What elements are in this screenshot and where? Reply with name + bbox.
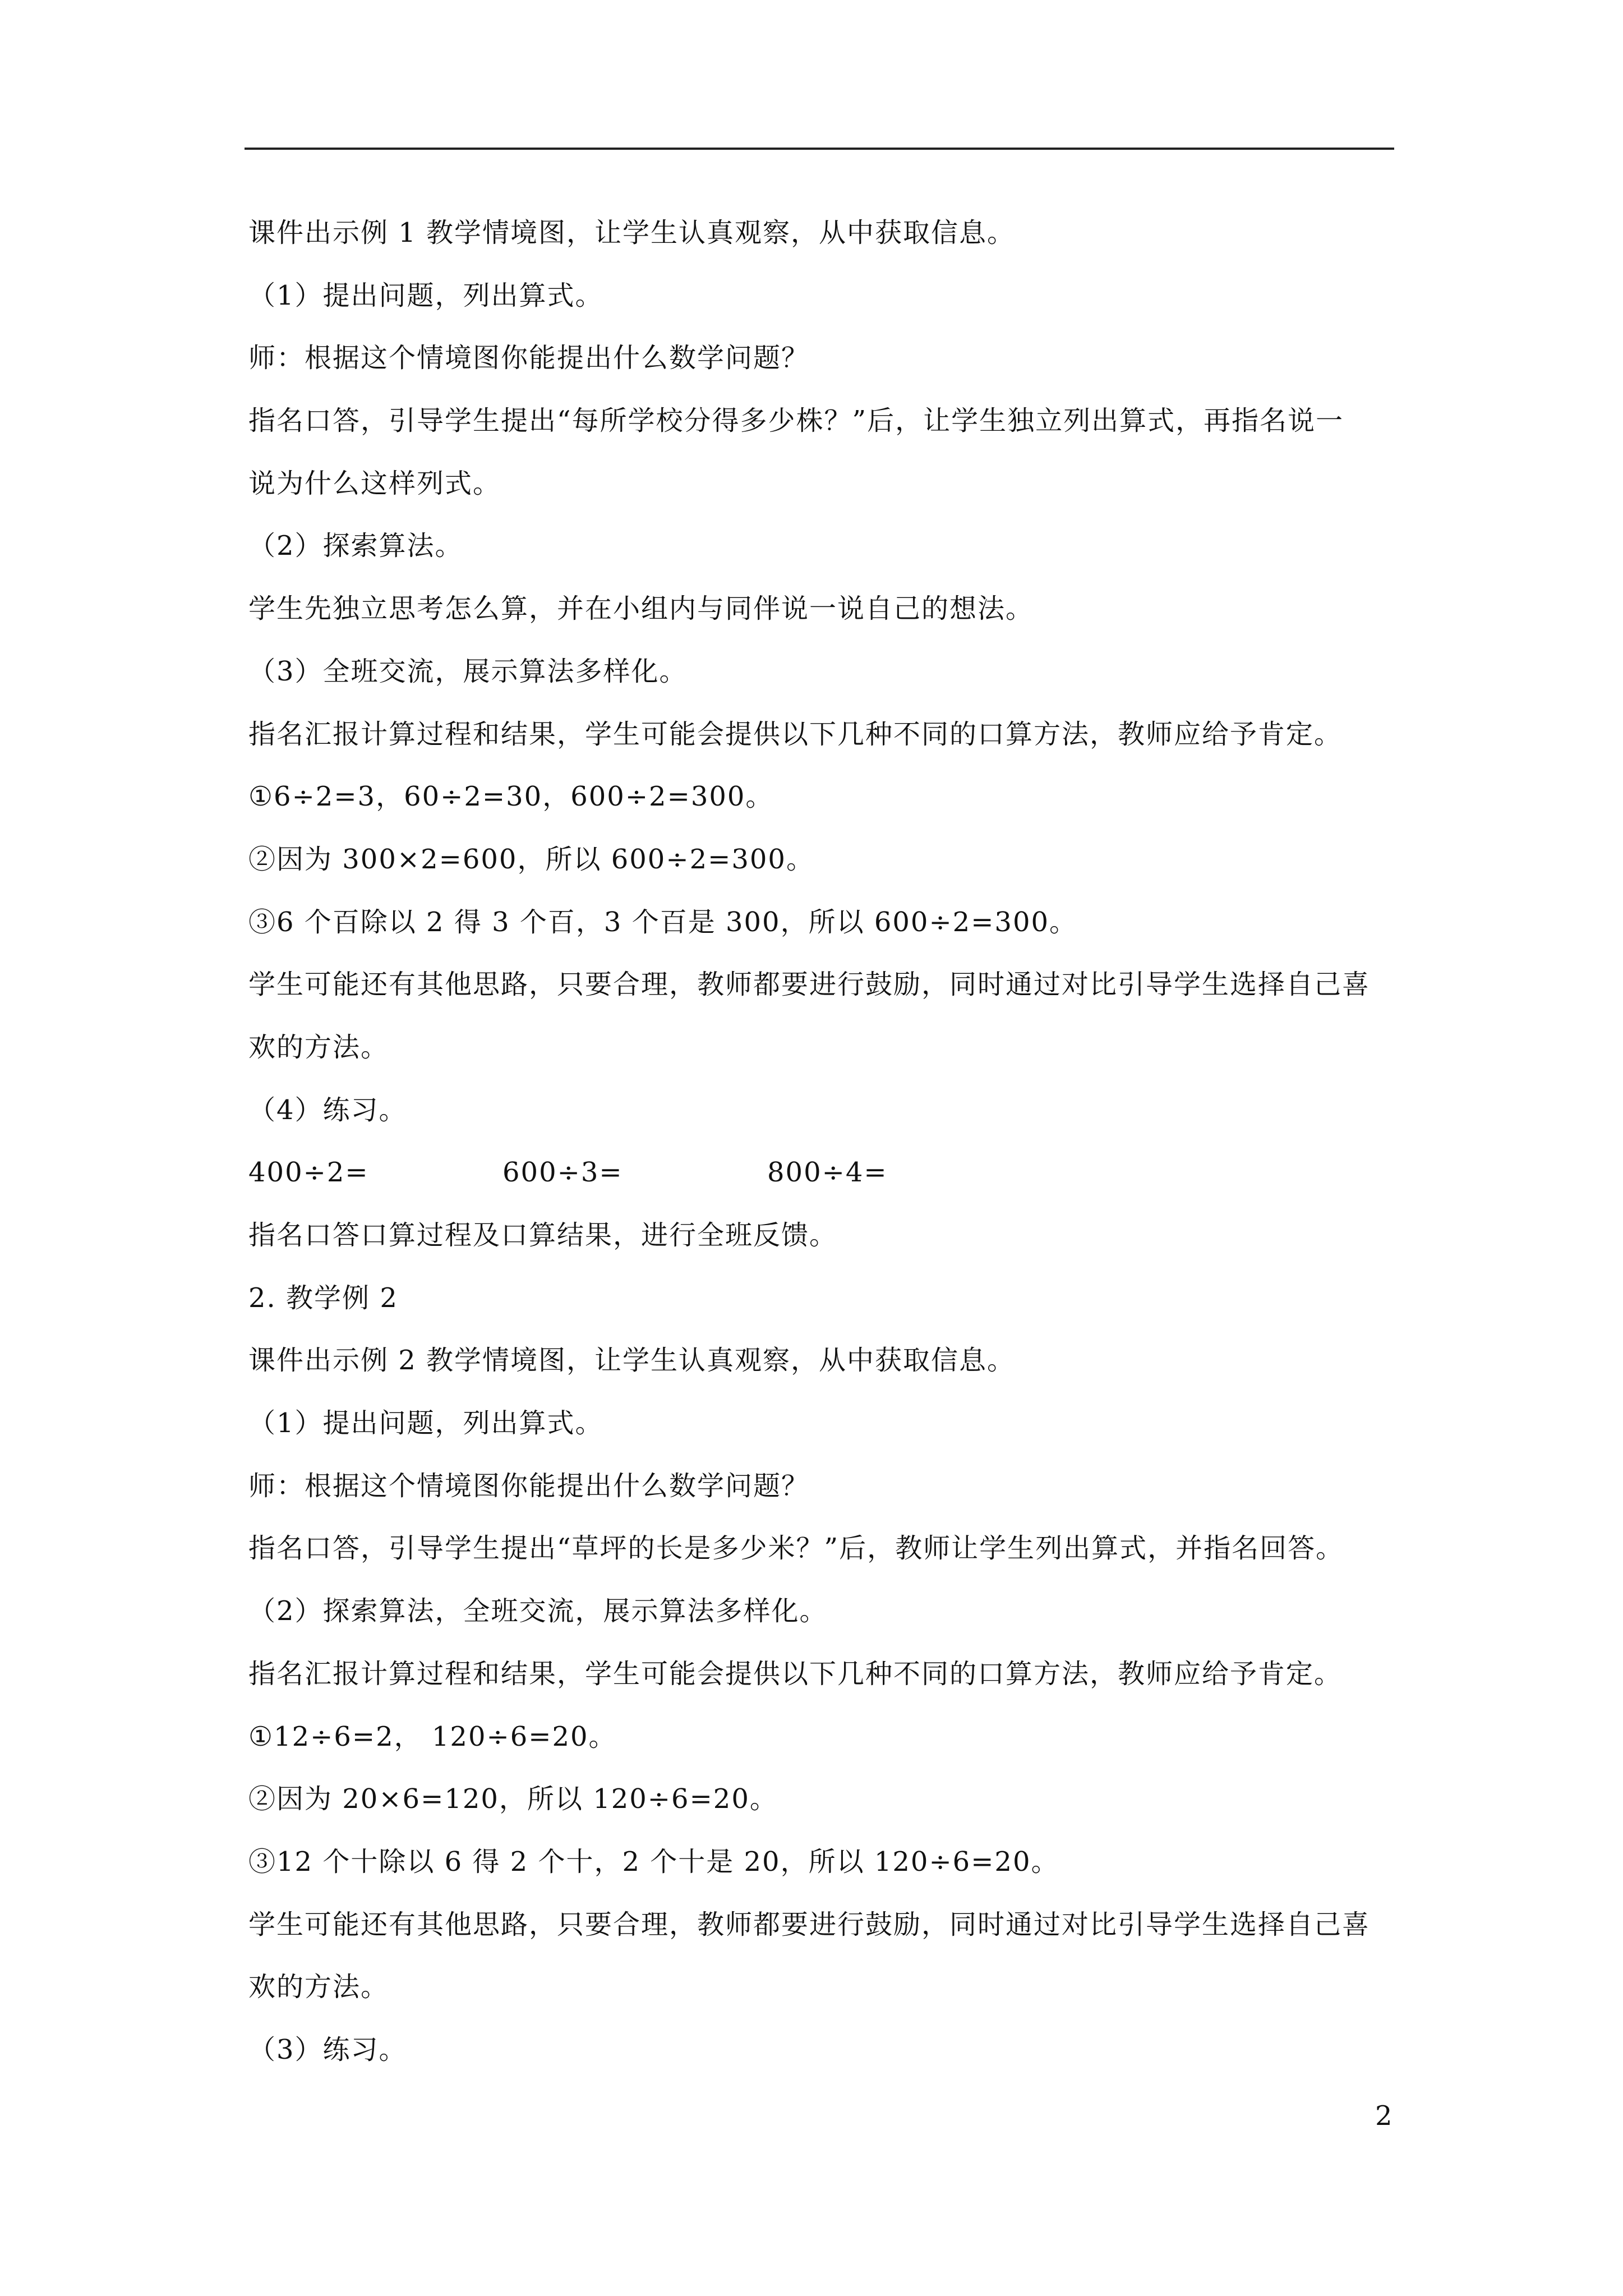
exercise-item: 600÷3= <box>502 1157 623 1189</box>
paragraph-line: 欢的方法。 <box>248 1971 389 2003</box>
exercise-item: 400÷2= <box>248 1157 369 1189</box>
paragraph-line: 学生可能还有其他思路，只要合理，教师都要进行鼓励，同时通过对比引导学生选择自己喜 <box>248 969 1371 1001</box>
paragraph-line: （4）练习。 <box>248 1094 407 1126</box>
paragraph-line: 课件出示例 2 教学情境图，让学生认真观察，从中获取信息。 <box>248 1345 1016 1377</box>
paragraph-line: 指名口答，引导学生提出“草坪的长是多少米？”后，教师让学生列出算式，并指名回答。 <box>248 1533 1344 1565</box>
paragraph-line: 课件出示例 1 教学情境图，让学生认真观察，从中获取信息。 <box>248 217 1016 249</box>
paragraph-line: 师：根据这个情境图你能提出什么数学问题？ <box>248 342 810 374</box>
page-number: 2 <box>1375 2100 1393 2132</box>
paragraph-line: ②因为 300×2=600，所以 600÷2=300。 <box>248 843 814 875</box>
paragraph-line: 指名口答，引导学生提出“每所学校分得多少株？”后，让学生独立列出算式，再指名说一 <box>248 405 1344 437</box>
document-body <box>248 202 1395 2082</box>
paragraph-line: （1）提出问题，列出算式。 <box>248 1407 603 1439</box>
paragraph-line: （2）探索算法，全班交流，展示算法多样化。 <box>248 1595 828 1627</box>
paragraph-line: （1）提出问题，列出算式。 <box>248 279 603 311</box>
paragraph-line: （2）探索算法。 <box>248 530 463 562</box>
paragraph-line: ①12÷6=2， 120÷6=20。 <box>248 1720 617 1752</box>
paragraph-line: ②因为 20×6=120，所以 120÷6=20。 <box>248 1783 778 1815</box>
paragraph-line: ③6 个百除以 2 得 3 个百，3 个百是 300，所以 600÷2=300。 <box>248 906 1078 938</box>
section-heading: 2. 教学例 2 <box>248 1282 398 1314</box>
paragraph-line: 指名汇报计算过程和结果，学生可能会提供以下几种不同的口算方法，教师应给予肯定。 <box>248 1658 1343 1690</box>
paragraph-line: ③12 个十除以 6 得 2 个十，2 个十是 20，所以 120÷6=20。 <box>248 1846 1059 1878</box>
paragraph-line: 欢的方法。 <box>248 1031 389 1063</box>
paragraph-line: 指名口答口算过程及口算结果，进行全班反馈。 <box>248 1220 838 1251</box>
header-rule <box>245 148 1394 150</box>
exercise-row <box>248 1142 1395 1204</box>
paragraph-line: 学生可能还有其他思路，只要合理，教师都要进行鼓励，同时通过对比引导学生选择自己喜 <box>248 1908 1371 1940</box>
paragraph-line: 师：根据这个情境图你能提出什么数学问题？ <box>248 1470 810 1502</box>
paragraph-line: 学生先独立思考怎么算，并在小组内与同伴说一说自己的想法。 <box>248 593 1034 625</box>
paragraph-line: （3）全班交流，展示算法多样化。 <box>248 655 688 687</box>
paragraph-line: 指名汇报计算过程和结果，学生可能会提供以下几种不同的口算方法，教师应给予肯定。 <box>248 718 1343 750</box>
paragraph-line: ①6÷2=3，60÷2=30，600÷2=300。 <box>248 781 774 813</box>
paragraph-line: （3）练习。 <box>248 2033 407 2065</box>
exercise-item: 800÷4= <box>767 1157 888 1189</box>
paragraph-line: 说为什么这样列式。 <box>248 467 501 499</box>
